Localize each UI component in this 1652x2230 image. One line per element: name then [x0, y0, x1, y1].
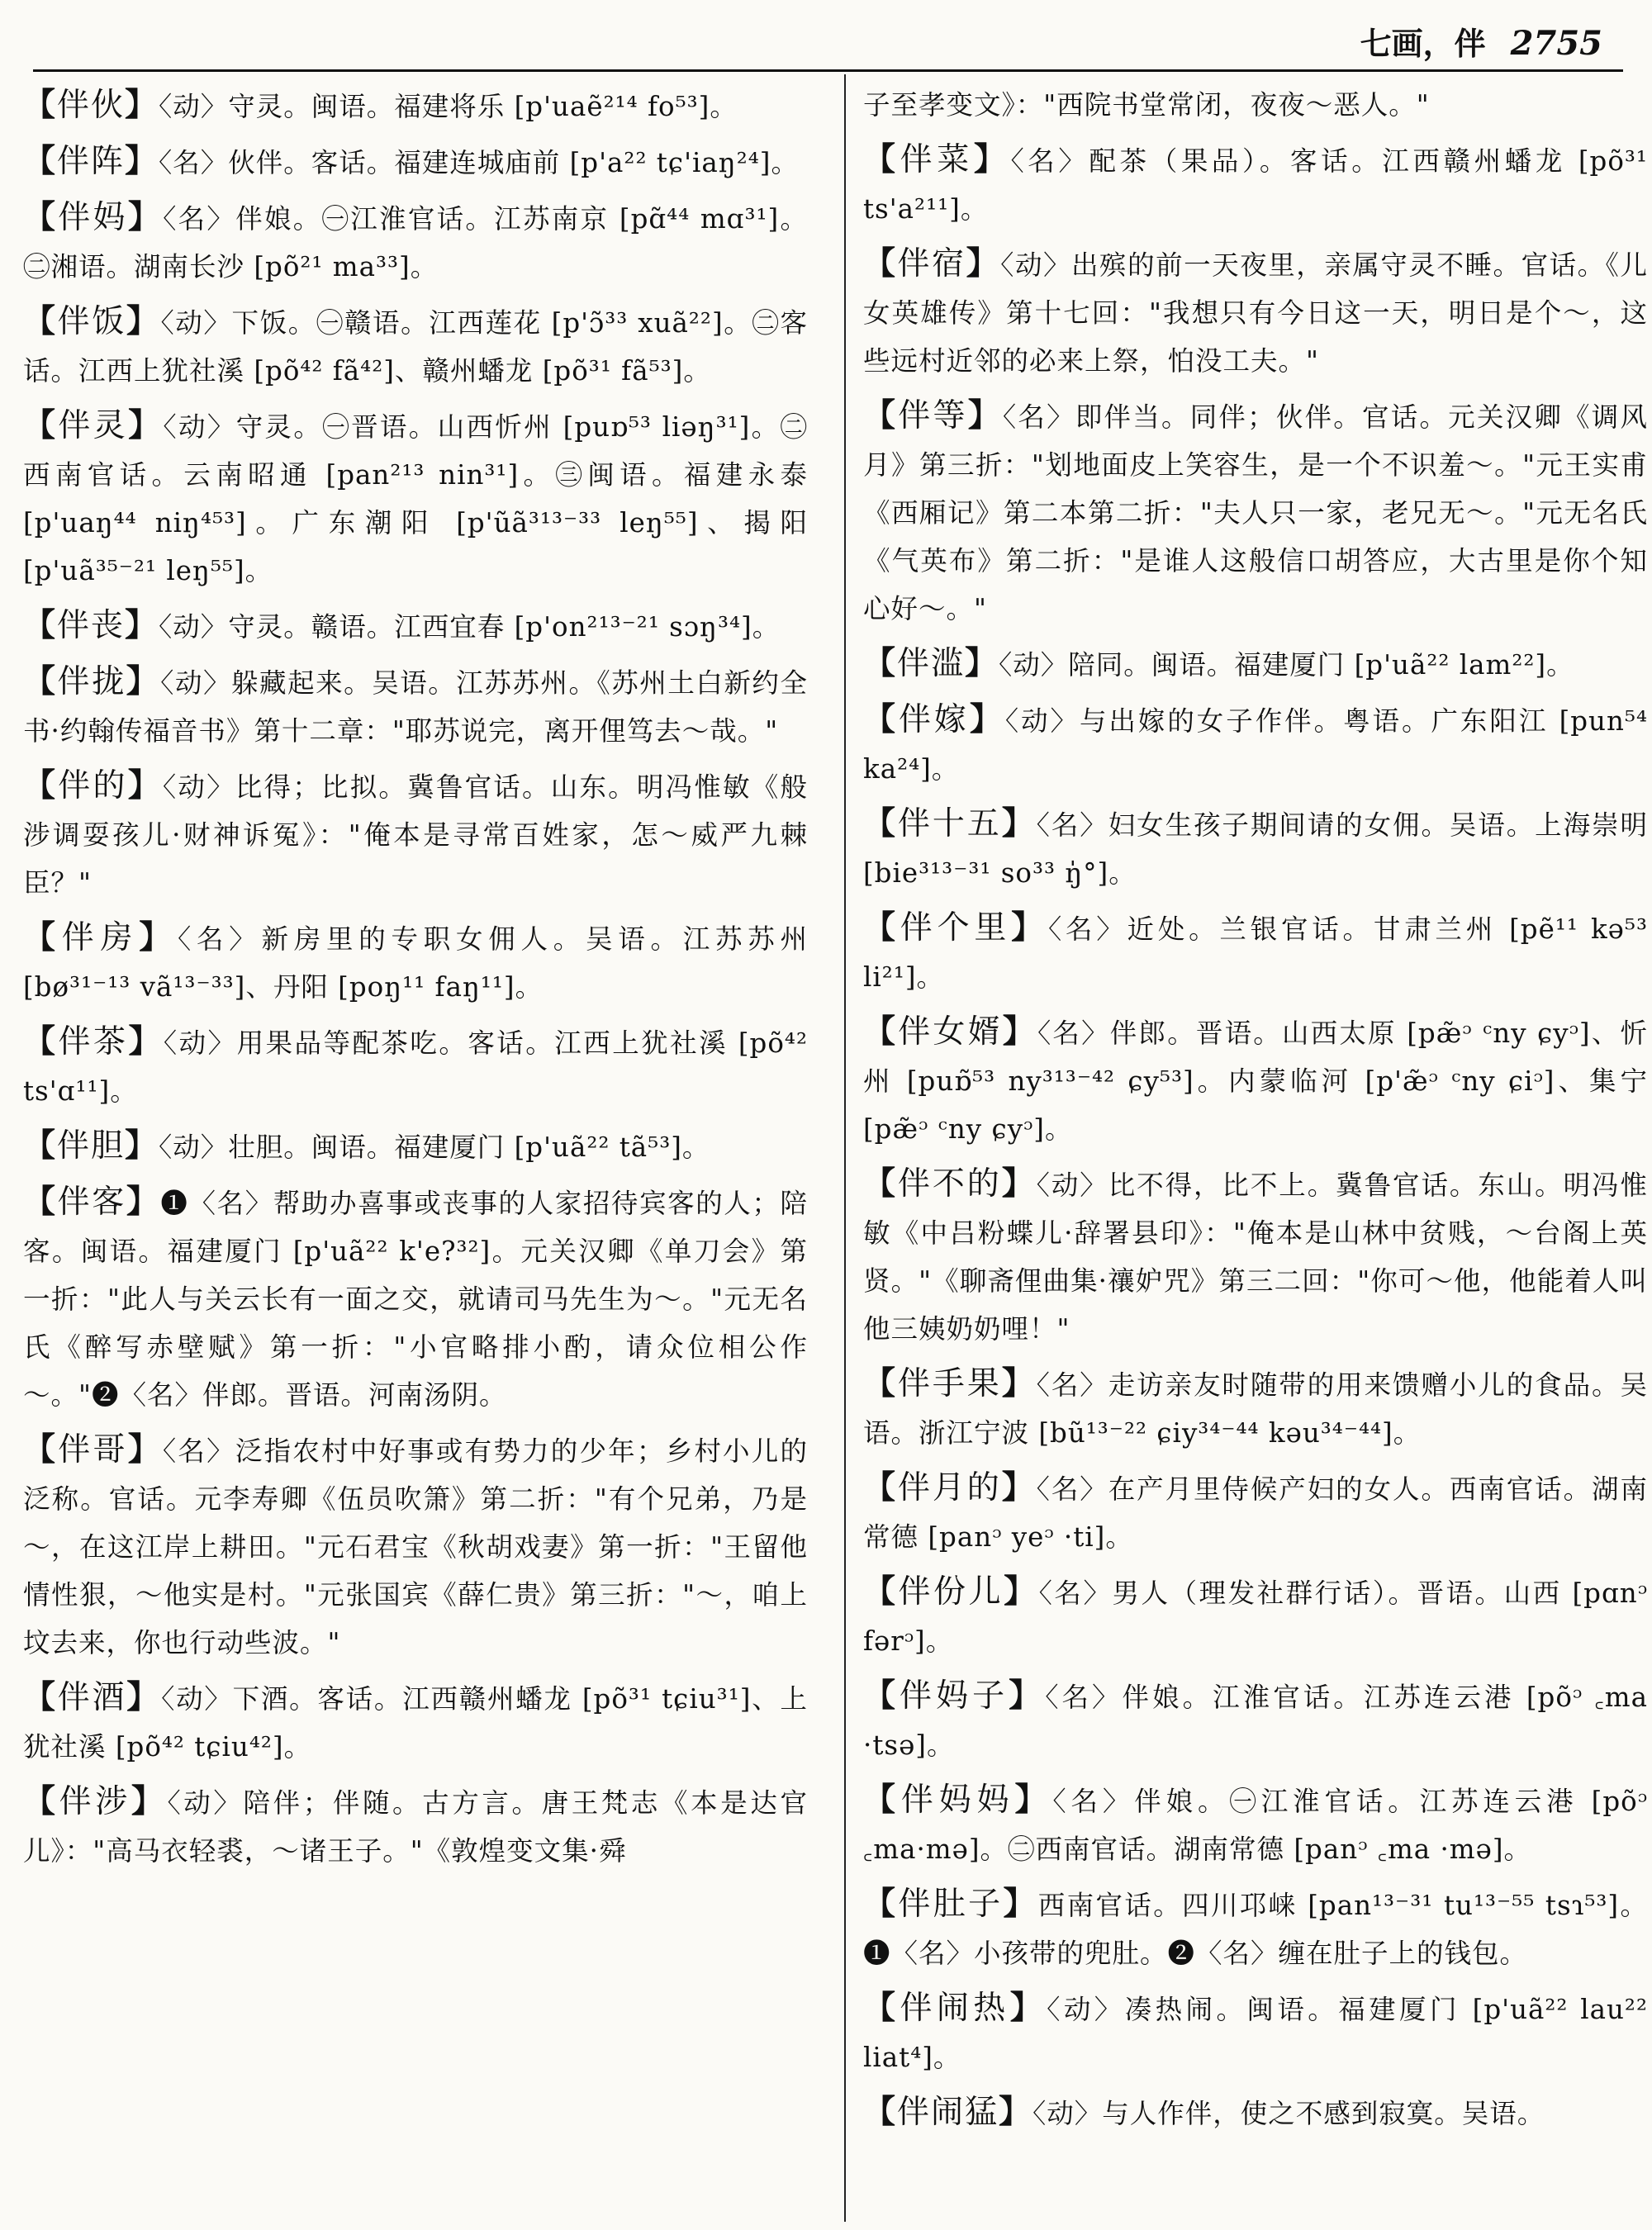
entry-headword: 【伴闹热】 [863, 1989, 1047, 2027]
entry-definition: 〈动〉躲藏起来。吴语。江苏苏州。《苏州土白新约全书·约翰传福音书》第十二章："耶苏说完，离开俚笃去～哉。" [23, 667, 808, 747]
dictionary-entry [23, 601, 808, 651]
entry-definition: 〈动〉壮胆。闽语。福建厦门 [p'uã²² tã⁵³]。 [159, 1132, 710, 1163]
entry-definition: 〈动〉陪同。闽语。福建厦门 [p'uã²² lam²²]。 [999, 649, 1574, 681]
entry-headword: 【伴滥】 [863, 644, 999, 682]
entry-headword: 【伴不的】 [863, 1165, 1037, 1203]
dictionary-entry [23, 762, 808, 907]
entry-definition: 〈动〉比得；比拟。冀鲁官话。山东。明冯惟敏《般涉调耍孩儿·财神诉冤》："俺本是寻常百姓家，怎～威严九棘臣？" [23, 771, 808, 899]
dictionary-entry [23, 81, 808, 130]
dictionary-entry [23, 1122, 808, 1171]
header-rule [33, 69, 1623, 72]
entry-headword: 【伴宿】 [863, 244, 1001, 282]
entry-definition: 〈动〉下酒。客话。江西赣州蟠龙 [põ³¹ tɕiu³¹]、上犹社溪 [põ⁴² tɕiu⁴²]。 [23, 1683, 808, 1763]
dictionary-entry [23, 193, 808, 291]
entry-headword: 【伴胆】 [23, 1127, 159, 1165]
entry-definition: 〈名〉伴郎。晋语。山西太原 [pæ̃ᵓ ᶜny ɕyᵓ]、忻州 [puɒ̃⁵³ ny³¹³⁻⁴² ɕy⁵³]。内蒙临河 [p'æ̃ᵓ ᶜny ɕiᵓ]、集宁 [pæ̃ᵓ ᶜny ɕyᵓ]。 [863, 1018, 1648, 1145]
dictionary-entry [863, 391, 1648, 633]
entry-headword: 【伴灵】 [23, 406, 164, 444]
dictionary-entry [863, 1464, 1648, 1561]
dictionary-entry [863, 1008, 1648, 1153]
dictionary-entry [863, 135, 1648, 233]
entry-headword: 【伴饭】 [23, 302, 161, 340]
entry-headword: 【伴丧】 [23, 606, 159, 644]
entry-definition: 〈动〉守灵。赣语。江西宜春 [p'on²¹³⁻²¹ sɔŋ³⁴]。 [159, 611, 781, 643]
entry-definition: 〈名〉配茶（果品）。客话。江西赣州蟠龙 [põ³¹ ts'a²¹¹]。 [863, 145, 1648, 225]
entry-definition: 〈名〉伴娘。㊀江淮官话。江苏南京 [pɑ̃⁴⁴ mɑ³¹]。㊁湘语。湖南长沙 [põ²¹ ma³³]。 [23, 203, 808, 282]
entry-headword: 【伴十五】 [863, 804, 1037, 842]
entry-definition: 〈名〉新房里的专职女佣人。吴语。江苏苏州 [bø³¹⁻¹³ vã¹³⁻³³]、丹阳 [poŋ¹¹ faŋ¹¹]。 [23, 923, 808, 1003]
page-header [1360, 18, 1602, 68]
entry-definition: 〈名〉妇女生孩子期间请的女佣。吴语。上海崇明 [bie³¹³⁻³¹ so³³ ŋ̍°]。 [863, 809, 1648, 889]
dictionary-entry [863, 1984, 1648, 2081]
entry-definition: 〈动〉与出嫁的女子作伴。粤语。广东阳江 [pun⁵⁴ ka²⁴]。 [863, 705, 1648, 785]
entry-headword: 【伴拢】 [23, 662, 161, 700]
dictionary-entry [23, 137, 808, 187]
entry-headword: 【伴个里】 [863, 909, 1048, 947]
dictionary-entry [863, 1776, 1648, 1873]
entry-headword: 【伴闹猛】 [863, 2093, 1033, 2131]
entry-definition: 〈名〉近处。兰银官话。甘肃兰州 [pẽ¹¹ kə⁵³ li²¹]。 [863, 913, 1648, 993]
entry-headword: 【伴客】 [23, 1183, 161, 1221]
dictionary-entry [863, 695, 1648, 793]
entry-definition: 〈动〉守灵。闽语。福建将乐 [p'uaẽ²¹⁴ fo⁵³]。 [159, 91, 738, 122]
entry-headword: 【伴哥】 [23, 1431, 163, 1468]
entry-headword: 【伴嫁】 [863, 700, 1005, 738]
dictionary-entry [863, 2088, 1648, 2137]
dictionary-entry [863, 1568, 1648, 1665]
entry-headword: 【伴妈子】 [863, 1677, 1046, 1715]
entry-headword: 【伴月的】 [863, 1468, 1037, 1506]
entry-headword: 【伴女婿】 [863, 1013, 1037, 1051]
dictionary-entry [23, 1673, 808, 1771]
dictionary-entry [863, 1160, 1648, 1353]
entry-definition: 〈动〉凑热闹。闽语。福建厦门 [p'uã²² lau²² liat⁴]。 [863, 1994, 1648, 2073]
dictionary-entry [863, 1880, 1648, 1977]
entry-definition: ❶〈名〉帮助办喜事或丧事的人家招待宾客的人；陪客。闽语。福建厦门 [p'uã²² k'e?³²]。元关汉卿《单刀会》第一折："此人与关云长有一面之交，就请司马先生为～。"元无名氏《醉写赤壁赋》第一折："小官略排小酌，请众位相公作～。"❷〈名〉伴郎。晋语。河南汤阴。 [23, 1188, 808, 1411]
entry-definition: 〈动〉与人作伴，使之不感到寂寞。吴语。 [1032, 2098, 1545, 2129]
dictionary-entry [863, 1359, 1648, 1457]
entry-headword: 【伴阵】 [23, 142, 159, 180]
entry-definition: 〈名〉即伴当。同伴；伙伴。官话。元关汉卿《调风月》第三折："划地面皮上笑容生，是一个不识羞～。"元王实甫《西厢记》第二本第二折："夫人只一家，老兄无～。"元无名氏《气英布》第二折："是谁人这般信口胡答应，大古里是你个知心好～。" [863, 401, 1648, 624]
entry-headword: 【伴等】 [863, 396, 1003, 434]
entry-definition: 〈动〉用果品等配茶吃。客话。江西上犹社溪 [põ⁴² ts'ɑ¹¹]。 [23, 1027, 808, 1107]
dictionary-entry [23, 913, 808, 1011]
dictionary-entry [23, 657, 808, 755]
entry-definition: 〈名〉在产月里侍候产妇的女人。西南官话。湖南常德 [panᵓ yeᵓ ·ti]。 [863, 1473, 1648, 1553]
entry-headword: 【伴妈妈】 [863, 1781, 1053, 1819]
entry-definition: 〈动〉比不得，比不上。冀鲁官话。东山。明冯惟敏《中吕粉蝶儿·辞署县印》："俺本是山林中贫贱，～台阁上英贤。"《聊斋俚曲集·禳妒咒》第三二回："你可～他，他能着人叫他三姨奶奶哩！" [863, 1170, 1648, 1345]
entry-headword: 【伴菜】 [863, 140, 1011, 178]
section-title: 七画，伴 [1360, 25, 1486, 62]
entry-definition: 〈名〉走访亲友时随带的用来馈赠小儿的食品。吴语。浙江宁波 [bũ¹³⁻²² ɕiy³⁴⁻⁴⁴ kəu³⁴⁻⁴⁴]。 [863, 1369, 1648, 1449]
dictionary-entry [863, 240, 1648, 385]
left-column [23, 81, 808, 1881]
dictionary-entry [863, 904, 1648, 1001]
dictionary-entry [23, 1018, 808, 1115]
dictionary-entry [23, 1178, 808, 1419]
entry-headword: 【伴伙】 [23, 86, 159, 124]
dictionary-entry [863, 1672, 1648, 1769]
dictionary-entry [863, 81, 1648, 129]
entry-definition: 西南官话。四川邛崃 [pan¹³⁻³¹ tu¹³⁻⁵⁵ tsɿ⁵³]。❶〈名〉小孩带的兜肚。❷〈名〉缠在肚子上的钱包。 [863, 1890, 1648, 1969]
entry-headword: 【伴茶】 [23, 1022, 164, 1060]
dictionary-entry [23, 401, 808, 595]
dictionary-entry [23, 1426, 808, 1667]
entry-definition: 〈动〉陪伴；伴随。古方言。唐王梵志《本是达官儿》："高马衣轻裘，～诸王子。"《敦煌变文集·舜 [23, 1787, 808, 1867]
dictionary-entry [863, 799, 1648, 897]
right-column [863, 81, 1648, 2144]
entry-definition: 〈名〉男人（理发社群行话）。晋语。山西 [pɑnᵓ fərᵓ]。 [863, 1578, 1648, 1657]
entry-definition: 子至孝变文》："西院书堂常闭，夜夜～恶人。" [863, 89, 1430, 121]
dictionary-entry [863, 639, 1648, 689]
entry-headword: 【伴肚子】 [863, 1885, 1038, 1923]
entry-definition: 〈名〉伴娘。㊀江淮官话。江苏连云港 [põᵓ ꜀ma·mə]。㊁西南官话。湖南常德 [panᵓ ꜀ma ·mə]。 [863, 1786, 1648, 1865]
entry-headword: 【伴的】 [23, 766, 163, 804]
column-divider [844, 74, 846, 2222]
entry-headword: 【伴份儿】 [863, 1573, 1039, 1611]
entry-definition: 〈动〉下饭。㊀赣语。江西莲花 [p'ɔ̃³³ xuã²²]。㊁客话。江西上犹社溪 [põ⁴² fã⁴²]、赣州蟠龙 [põ³¹ fã⁵³]。 [23, 307, 808, 387]
entry-headword: 【伴手果】 [863, 1364, 1037, 1402]
dictionary-entry [23, 297, 808, 395]
entry-headword: 【伴涉】 [23, 1782, 168, 1820]
entry-definition: 〈名〉伴娘。江淮官话。江苏连云港 [põᵓ ꜀ma ·tsə]。 [863, 1682, 1648, 1761]
entry-headword: 【伴妈】 [23, 198, 164, 236]
entry-definition: 〈动〉出殡的前一天夜里，亲属守灵不睡。官话。《儿女英雄传》第十七回："我想只有今日这一天，明日是个～，这些远村近邻的必来上祭，怕没工夫。" [863, 249, 1648, 377]
entry-headword: 【伴房】 [23, 918, 178, 956]
entry-definition: 〈名〉伙伴。客话。福建连城庙前 [p'a²² tɕ'iaŋ²⁴]。 [159, 147, 799, 178]
page-number: 2755 [1510, 24, 1602, 63]
dictionary-entry [23, 1777, 808, 1875]
entry-headword: 【伴酒】 [23, 1678, 162, 1716]
entry-definition: 〈动〉守灵。㊀晋语。山西忻州 [puɒ⁵³ liəŋ³¹]。㊁西南官话。云南昭通 [pan²¹³ nin³¹]。㊂闽语。福建永泰 [p'uaŋ⁴⁴ niŋ⁴⁵³]。广东潮阳 [p'ũã³¹³⁻³³ leŋ⁵⁵]、揭阳 [p'uã³⁵⁻²¹ leŋ⁵⁵]。 [23, 411, 808, 586]
entry-definition: 〈名〉泛指农村中好事或有势力的少年；乡村小儿的泛称。官话。元李寿卿《伍员吹箫》第二折："有个兄弟，乃是～，在这江岸上耕田。"元石君宝《秋胡戏妻》第一折："王留他情性狠，～他实是村。"元张国宾《薛仁贵》第三折："～，咱上坟去来，你也行动些波。" [23, 1435, 808, 1658]
